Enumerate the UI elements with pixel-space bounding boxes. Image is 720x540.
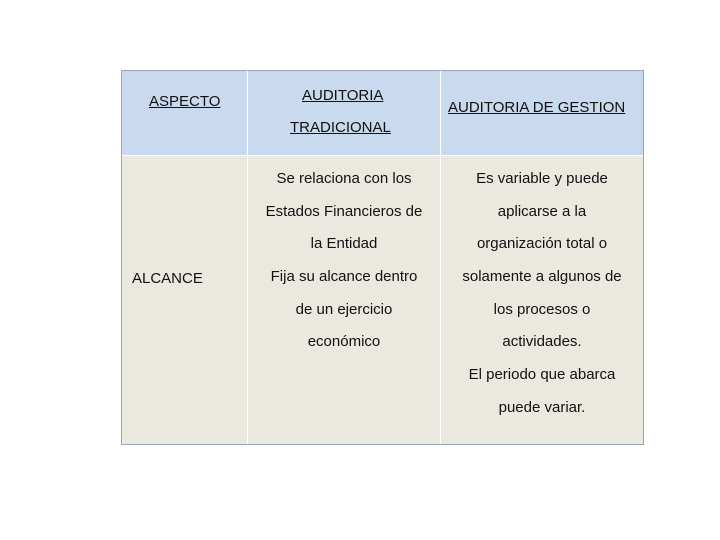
col3-line: actividades. bbox=[502, 333, 582, 350]
header-cell-aspecto bbox=[122, 71, 247, 156]
comparison-table bbox=[121, 70, 644, 445]
col3-line: solamente a algunos de bbox=[462, 268, 622, 285]
col2-line: Fija su alcance dentro bbox=[270, 268, 418, 285]
col3-line: Es variable y puede bbox=[476, 170, 608, 187]
row-label-alcance: ALCANCE bbox=[132, 270, 203, 287]
header-cell-auditoria-gestion bbox=[440, 71, 643, 156]
col3-line: puede variar. bbox=[498, 399, 586, 416]
col2-line: la Entidad bbox=[310, 235, 378, 252]
col3-line: El periodo que abarca bbox=[468, 366, 616, 383]
header-auditoria-gestion-text: AUDITORIA DE GESTION bbox=[448, 99, 626, 116]
header-auditoria-text: AUDITORIA bbox=[302, 87, 384, 104]
row-auditoria-gestion-cell bbox=[440, 156, 643, 444]
col3-line: aplicarse a la bbox=[497, 203, 587, 220]
col3-line: organización total o bbox=[476, 235, 608, 252]
col2-line: Estados Financieros de bbox=[265, 203, 423, 220]
col2-line: Se relaciona con los bbox=[276, 170, 412, 187]
col2-line: económico bbox=[307, 333, 381, 350]
row-label-cell bbox=[122, 156, 247, 444]
header-aspecto-text: ASPECTO bbox=[149, 93, 221, 110]
row-auditoria-tradicional-cell bbox=[247, 156, 440, 444]
header-tradicional-text: TRADICIONAL bbox=[290, 119, 391, 136]
col2-line: de un ejercicio bbox=[295, 301, 393, 318]
col3-line: los procesos o bbox=[493, 301, 591, 318]
header-cell-auditoria-tradicional bbox=[247, 71, 440, 156]
